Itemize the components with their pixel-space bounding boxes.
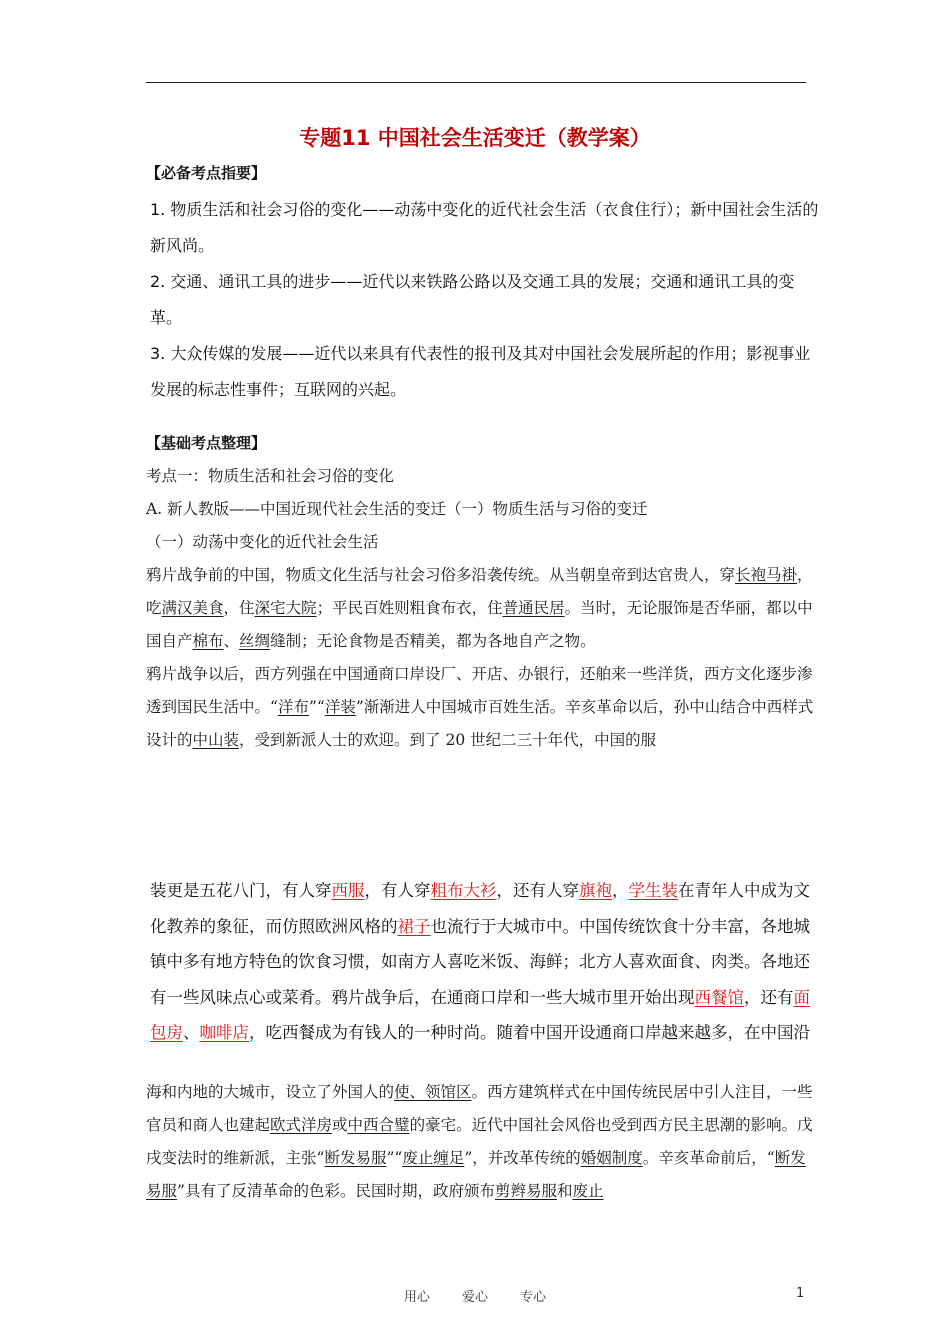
key-point-item: 2. 交通、通讯工具的进步——近代以来铁路公路以及交通工具的发展；交通和通讯工具的变革。 xyxy=(150,272,795,327)
page-number: 1 xyxy=(796,1286,805,1301)
sub-heading-a: A. 新人教版——中国近现代社会生活的变迁（一）物质生活与习俗的变迁 xyxy=(146,500,648,518)
paragraph-2: 鸦片战争以后，西方列强在中国通商口岸设厂、开店、办银行，还舶来一些洋货，西方文化逐步渗透到国民生活中。“洋布”“洋装”渐渐进人中国城市百姓生活。辛亥革命以后，孙中山结合中西样式设计的中山装，受到新派人士的欢迎。到了 20 世纪二三十年代，中国的服 xyxy=(146,665,814,749)
footer-text: 爱心 xyxy=(461,1290,488,1305)
paragraph-4: 海和内地的大城市，设立了外国人的使、领馆区。西方建筑样式在中国传统民居中引人注目，一些官员和商人也建起欧式洋房或中西合璧的豪宅。近代中国社会风俗也受到西方民主思潮的影响。戊戌变法时的维新派，主张“断发易服”“废止缠足”，并改革传统的婚姻制度。辛亥革命前后，“断发易服”具有了反清革命的色彩。民国时期，政府颁布剪辫易服和废止 xyxy=(146,1083,813,1200)
sub-heading-1: （一）动荡中变化的近代社会生活 xyxy=(146,533,379,551)
key-point-item: 3. 大众传媒的发展——近代以来具有代表性的报刊及其对中国社会发展所起的作用；影视事业发展的标志性事件；互联网的兴起。 xyxy=(150,344,811,399)
key-point-item: 1. 物质生活和社会习俗的变化——动荡中变化的近代社会生活（衣食住行）；新中国社会生活的新风尚。 xyxy=(150,200,819,255)
footer-text: 专心 xyxy=(520,1290,547,1305)
paragraph-1: 鸦片战争前的中国，物质文化生活与社会习俗多沿袭传统。从当朝皇帝到达官贵人，穿长袍马褂，吃满汉美食，住深宅大院；平民百姓则粗食布衣，住普通民居。当时，无论服饰是否华丽，都以中国自产棉布、丝绸缝制；无论食物是否精美，都为各地自产之物。 xyxy=(146,566,813,650)
scanned-paragraph xyxy=(150,873,820,1051)
header-rule xyxy=(146,82,806,83)
footer-text: 用心 xyxy=(403,1290,430,1305)
paragraph-3: 装更是五花八门，有人穿西服，有人穿粗布大衫，还有人穿旗袍，学生装在青年人中成为文化教养的象征，而仿照欧洲风格的裙子也流行于大城市中。中国传统饮食十分丰富，各地城镇中多有地方特色的饮食习惯，如南方人喜吃米饭、海鲜；北方人喜欢面食、肉类。各地还有一些风味点心或菜肴。鸦片战争后，在通商口岸和一些大城市里开始出现西餐馆，还有面包房、咖啡店，吃西餐成为有钱人的一种时尚。随着中国开设通商口岸越来越多，在中国沿 xyxy=(150,881,810,1042)
key-points-list xyxy=(150,192,820,408)
body-lower xyxy=(146,1076,816,1208)
page-title: 专题11 中国社会生活变迁（教学案） xyxy=(299,126,651,150)
point-title: 考点一：物质生活和社会习俗的变化 xyxy=(146,467,395,485)
body-upper xyxy=(146,460,816,757)
section-heading-key-points: 【必备考点指要】 xyxy=(146,164,267,182)
section-heading-basic-points: 【基础考点整理】 xyxy=(146,434,267,452)
page-footer xyxy=(0,1286,950,1305)
